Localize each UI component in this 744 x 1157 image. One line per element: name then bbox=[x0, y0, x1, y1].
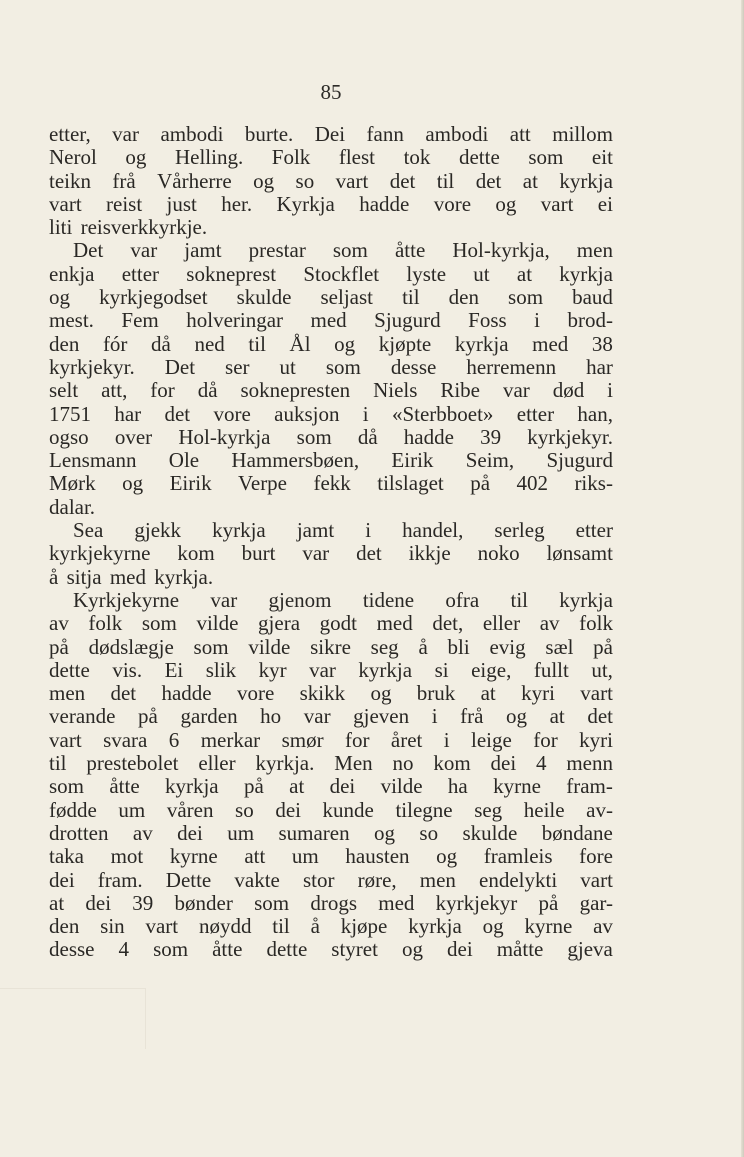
text-line: Mørk og Eirik Verpe fekk tilslaget på 402 riks- bbox=[49, 471, 613, 496]
text-line: ogso over Hol-kyrkja som då hadde 39 kyrkjekyr. bbox=[49, 424, 613, 449]
text-line: dette vis. Ei slik kyr var kyrkja si eige, fullt ut, bbox=[49, 657, 613, 682]
text-line: at dei 39 bønder som drogs med kyrkjekyr på gar- bbox=[49, 890, 613, 915]
text-line: kyrkjekyr. Det ser ut som desse herremenn har bbox=[49, 354, 613, 379]
text-line: den fór då ned til Ål og kjøpte kyrkja med 38 bbox=[49, 331, 613, 356]
text-line: på dødslægje som vilde sikre seg å bli evig sæl på bbox=[49, 634, 613, 659]
text-line: fødde um våren so dei kunde tilegne seg heile av- bbox=[49, 797, 613, 822]
page-number: 85 bbox=[320, 80, 342, 104]
text-line: til prestebolet eller kyrkja. Men no kom dei 4 menn bbox=[49, 751, 613, 776]
text-line: desse 4 som åtte dette styret og dei måtte gjeva bbox=[49, 937, 613, 962]
text-line: vart reist just her. Kyrkja hadde vore og vart ei bbox=[49, 191, 613, 216]
text-line: taka mot kyrne att um hausten og framleis fore bbox=[49, 844, 613, 869]
text-line: 1751 har det vore auksjon i «Sterbboet» etter han, bbox=[49, 401, 613, 426]
text-line: etter, var ambodi burte. Dei fann ambodi att millom bbox=[49, 122, 613, 146]
text-line: enkja etter sokneprest Stockflet lyste ut at kyrkja bbox=[49, 261, 613, 286]
text-line: av folk som vilde gjera godt med det, eller av folk bbox=[49, 611, 613, 636]
scan-artifact bbox=[0, 988, 146, 1049]
text-line: men det hadde vore skikk og bruk at kyri vart bbox=[49, 681, 613, 706]
text-line: mest. Fem holveringar med Sjugurd Foss i brod- bbox=[49, 308, 613, 333]
body-text bbox=[49, 123, 613, 962]
text-line: og kyrkjegodset skulde seljast til den som baud bbox=[49, 285, 613, 310]
text-line: selt att, for då soknepresten Niels Ribe var død i bbox=[49, 378, 613, 403]
text-line: Kyrkjekyrne var gjenom tidene ofra til kyrkja bbox=[73, 587, 613, 612]
text-line: dalar. bbox=[49, 494, 96, 519]
text-line: vart svara 6 merkar smør for året i leige for kyri bbox=[49, 727, 613, 752]
text-line: Det var jamt prestar som åtte Hol-kyrkja, men bbox=[73, 238, 613, 263]
text-line: drotten av dei um sumaren og so skulde bøndane bbox=[49, 820, 613, 845]
text-line: Lensmann Ole Hammersbøen, Eirik Seim, Sjugurd bbox=[49, 448, 613, 473]
text-line: Sea gjekk kyrkja jamt i handel, serleg etter bbox=[73, 518, 613, 543]
text-line: å sitja med kyrkja. bbox=[49, 564, 214, 589]
text-line: verande på garden ho var gjeven i frå og at det bbox=[49, 704, 613, 729]
text-line: teikn frå Vårherre og so vart det til det at kyrkja bbox=[49, 168, 613, 193]
text-line: den sin vart nøydd til å kjøpe kyrkja og kyrne av bbox=[49, 914, 613, 939]
text-line: dei fram. Dette vakte stor røre, men endelykti vart bbox=[49, 867, 613, 892]
text-line: kyrkjekyrne kom burt var det ikkje noko lønsamt bbox=[49, 541, 613, 566]
text-line: Nerol og Helling. Folk flest tok dette som eit bbox=[49, 145, 613, 170]
text-line: liti reisverkkyrkje. bbox=[49, 215, 208, 240]
text-line: som åtte kyrkja på at dei vilde ha kyrne fram- bbox=[49, 774, 613, 799]
